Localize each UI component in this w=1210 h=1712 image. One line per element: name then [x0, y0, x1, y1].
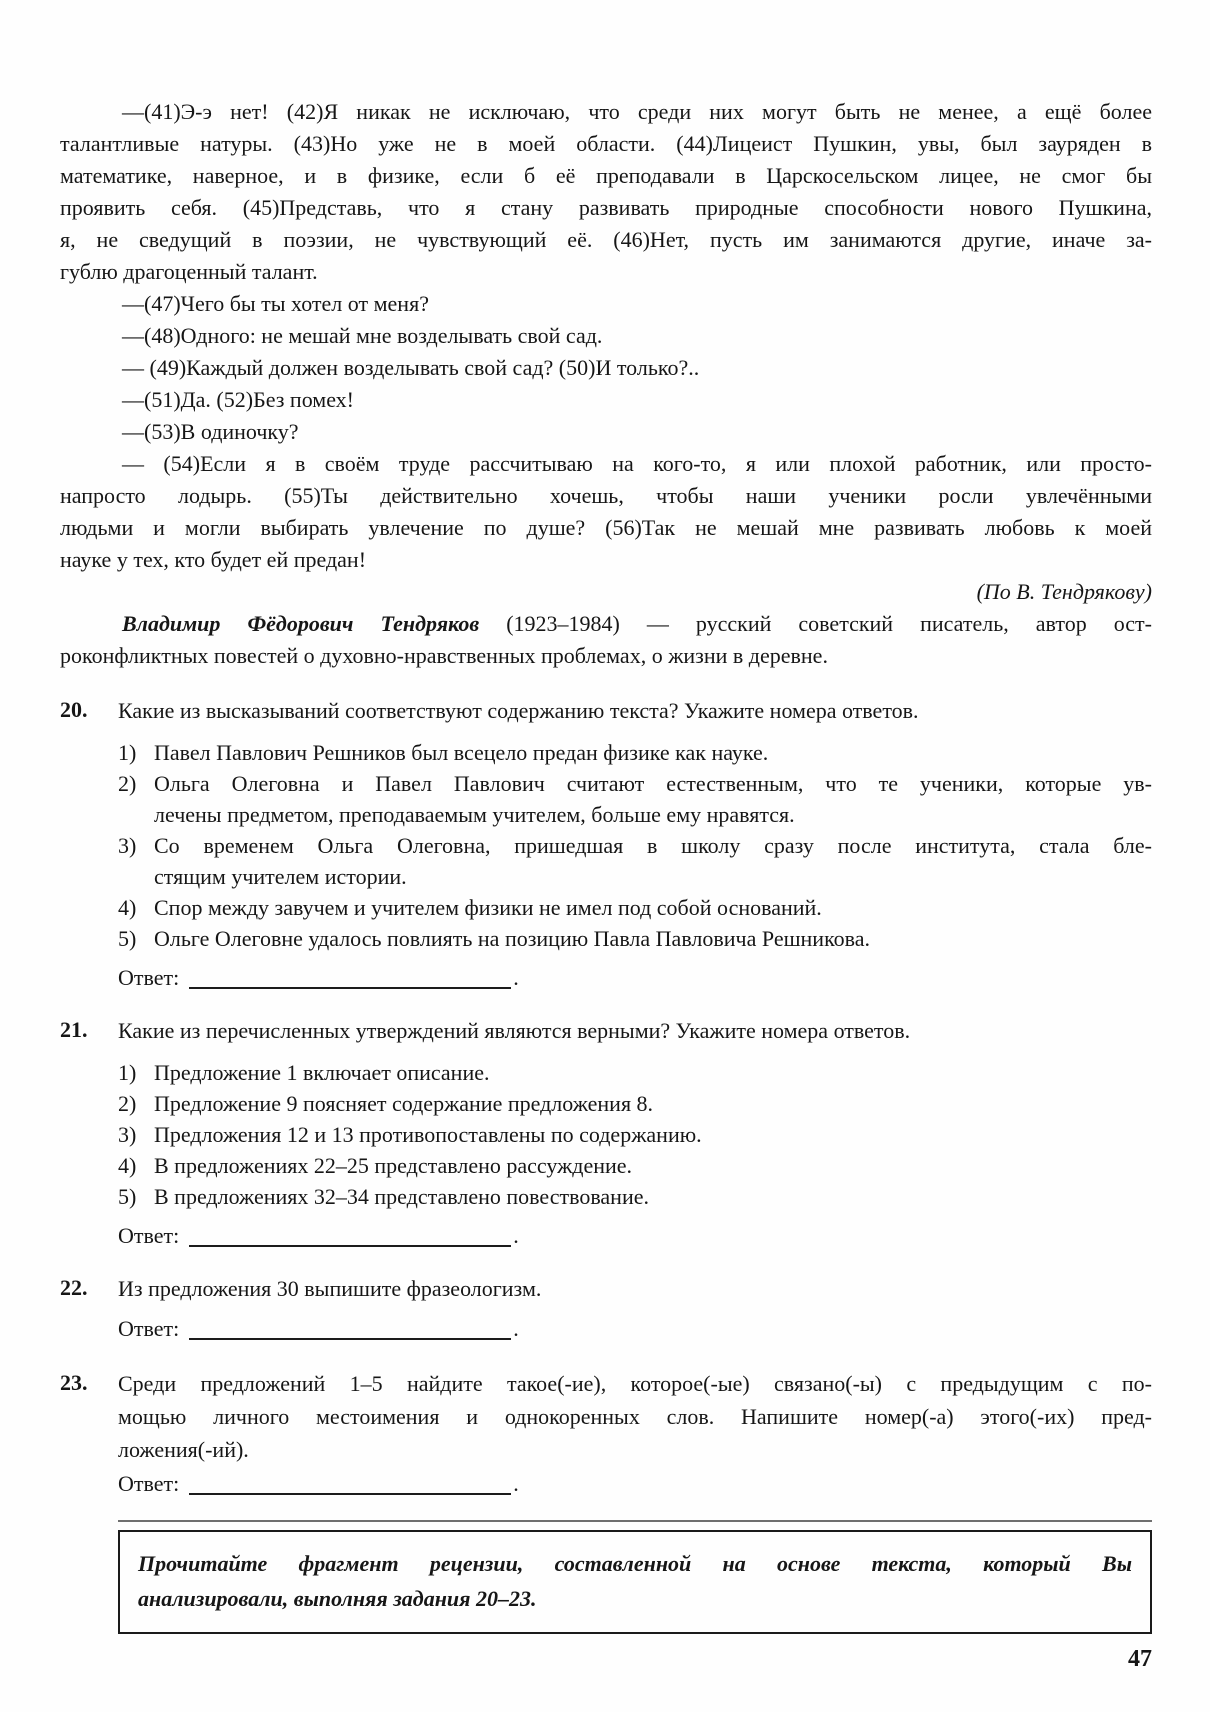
item-text: Предложение 1 включает описание.	[154, 1060, 490, 1085]
note-line: Прочитайте фрагмент рецензии, составленной на основе текста, который Вы	[138, 1551, 1132, 1576]
list-item	[118, 1181, 1152, 1212]
text-line: математике, наверное, и в физике, если б её преподавали в Царскосельском лицее, не смог бы	[60, 163, 1152, 188]
task-question: Какие из высказываний соответствуют содержанию текста? Укажите номера ответов.	[118, 698, 919, 723]
task-question: мощью личного местоимения и однокоренных слов. Напишите номер(-а) этого(-их) пред-	[118, 1404, 1152, 1429]
item-number: 1)	[118, 740, 137, 765]
item-text: Предложение 9 поясняет содержание предложения 8.	[154, 1091, 654, 1116]
item-number: 5)	[118, 926, 137, 951]
item-text: лечены предметом, преподаваемым учителем, больше ему нравятся.	[154, 802, 795, 827]
answer-blank-field[interactable]	[189, 1322, 511, 1340]
text-line: людьми и могли выбирать увлечение по душе? (56)Так не мешай мне развивать любовь к моей	[60, 515, 1152, 540]
item-text: Павел Павлович Решников был всецело предан физике как науке.	[154, 740, 769, 765]
text-line: талантливые натуры. (43)Но уже не в моей области. (44)Лицеист Пушкин, увы, был зауряден в	[60, 131, 1152, 156]
task-number: 23.	[60, 1370, 88, 1395]
task-number: 22.	[60, 1275, 88, 1300]
text-line: проявить себя. (45)Представь, что я стану развивать природные способности нового Пушкина,	[60, 195, 1152, 220]
item-text: Ольге Олеговне удалось повлиять на позицию Павла Павловича Решникова.	[154, 926, 871, 951]
author-name: Владимир Фёдорович Тендряков	[122, 611, 480, 636]
dialog-line: —(48)Одного: не мешай мне возделывать свой сад.	[122, 323, 603, 348]
paragraph-41-46	[60, 96, 1152, 288]
dialog-line: — (49)Каждый должен возделывать свой сад? (50)И только?..	[122, 355, 700, 380]
answer-period: .	[513, 965, 519, 990]
item-text: Со временем Ольга Олеговна, пришедшая в школу сразу после института, стала бле-	[154, 833, 1152, 858]
instruction-note-box	[118, 1530, 1152, 1634]
answer-label: Ответ:	[118, 1223, 180, 1248]
note-box-top-rule	[118, 1520, 1152, 1522]
task-question: Среди предложений 1–5 найдите такое(-ие), которое(-ые) связано(-ы) с предыдущим с по-	[118, 1371, 1152, 1396]
task-question: Какие из перечисленных утверждений являются верными? Укажите номера ответов.	[118, 1018, 911, 1043]
note-line: анализировали, выполняя задания 20–23.	[138, 1586, 537, 1611]
item-text: В предложениях 22–25 представлено рассуждение.	[154, 1153, 633, 1178]
task-22-header	[60, 1272, 1152, 1305]
text-line: — (54)Если я в своём труде рассчитываю на кого-то, я или плохой работник, или просто-	[122, 451, 1152, 476]
item-number: 4)	[118, 895, 137, 920]
item-text: Спор между завучем и учителем физики не имел под собой оснований.	[154, 895, 822, 920]
task-20-header	[60, 694, 1152, 727]
task-22-answer-row	[118, 1313, 1152, 1349]
dialog-line: —(53)В одиночку?	[122, 419, 299, 444]
task-question: Из предложения 30 выпишите фразеологизм.	[118, 1276, 542, 1301]
task-number: 21.	[60, 1017, 88, 1042]
answer-blank-field[interactable]	[189, 971, 511, 989]
list-item	[118, 1088, 1152, 1119]
paragraph-54-56	[60, 448, 1152, 576]
task-question: ложения(-ий).	[118, 1437, 249, 1462]
item-number: 2)	[118, 1091, 137, 1116]
task-21-answer-row	[118, 1220, 1152, 1256]
list-item	[118, 768, 1152, 830]
item-text: В предложениях 32–34 представлено повествование.	[154, 1184, 649, 1209]
item-text: стящим учителем истории.	[154, 864, 407, 889]
item-number: 3)	[118, 1122, 137, 1147]
text-line: напросто лодырь. (55)Ты действительно хочешь, чтобы наши ученики росли увлечёнными	[60, 483, 1152, 508]
text-line: гублю драгоценный талант.	[60, 259, 318, 284]
task-23-answer-row	[118, 1468, 1152, 1504]
bio-line	[60, 608, 1152, 640]
list-item	[118, 830, 1152, 892]
list-item	[118, 737, 1152, 768]
task-23-header	[60, 1367, 1152, 1466]
item-text: Ольга Олеговна и Павел Павлович считают естественным, что те ученики, которые ув-	[154, 771, 1152, 796]
page-number: 47	[1128, 1646, 1152, 1672]
answer-label: Ответ:	[118, 1471, 180, 1496]
task-20-items	[118, 737, 1152, 954]
task-21-header	[60, 1014, 1152, 1047]
text-line: я, не сведущий в поэзии, не чувствующий её. (46)Нет, пусть им занимаются другие, иначе за-	[60, 227, 1152, 252]
item-number: 2)	[118, 771, 137, 796]
answer-period: .	[513, 1471, 519, 1496]
task-number: 20.	[60, 697, 88, 722]
dialog-lines	[60, 288, 1152, 448]
list-item	[118, 923, 1152, 954]
task-20-answer-row	[118, 962, 1152, 998]
answer-label: Ответ:	[118, 1316, 180, 1341]
dialog-line: —(51)Да. (52)Без помех!	[122, 387, 355, 412]
item-number: 1)	[118, 1060, 137, 1085]
item-number: 3)	[118, 833, 137, 858]
text-line: науке у тех, кто будет ей предан!	[60, 547, 367, 572]
answer-period: .	[513, 1223, 519, 1248]
list-item	[118, 892, 1152, 923]
bio-text: (1923–1984) — русский советский писатель, автор ост-	[506, 611, 1152, 636]
answer-period: .	[513, 1316, 519, 1341]
text-line: —(41)Э-э нет! (42)Я никак не исключаю, что среди них могут быть не менее, а ещё более	[122, 99, 1152, 124]
item-text: Предложения 12 и 13 противопоставлены по содержанию.	[154, 1122, 702, 1147]
answer-label: Ответ:	[118, 965, 180, 990]
page-content	[60, 96, 1152, 1674]
task-21-items	[118, 1057, 1152, 1212]
list-item	[118, 1150, 1152, 1181]
answer-blank-field[interactable]	[189, 1477, 511, 1495]
author-bio	[60, 608, 1152, 672]
item-number: 5)	[118, 1184, 137, 1209]
author-attribution: (По В. Тендрякову)	[976, 579, 1152, 604]
list-item	[118, 1057, 1152, 1088]
item-number: 4)	[118, 1153, 137, 1178]
list-item	[118, 1119, 1152, 1150]
answer-blank-field[interactable]	[189, 1229, 511, 1247]
bio-line: роконфликтных повестей о духовно-нравственных проблемах, о жизни в деревне.	[60, 643, 828, 668]
dialog-line: —(47)Чего бы ты хотел от меня?	[122, 291, 429, 316]
